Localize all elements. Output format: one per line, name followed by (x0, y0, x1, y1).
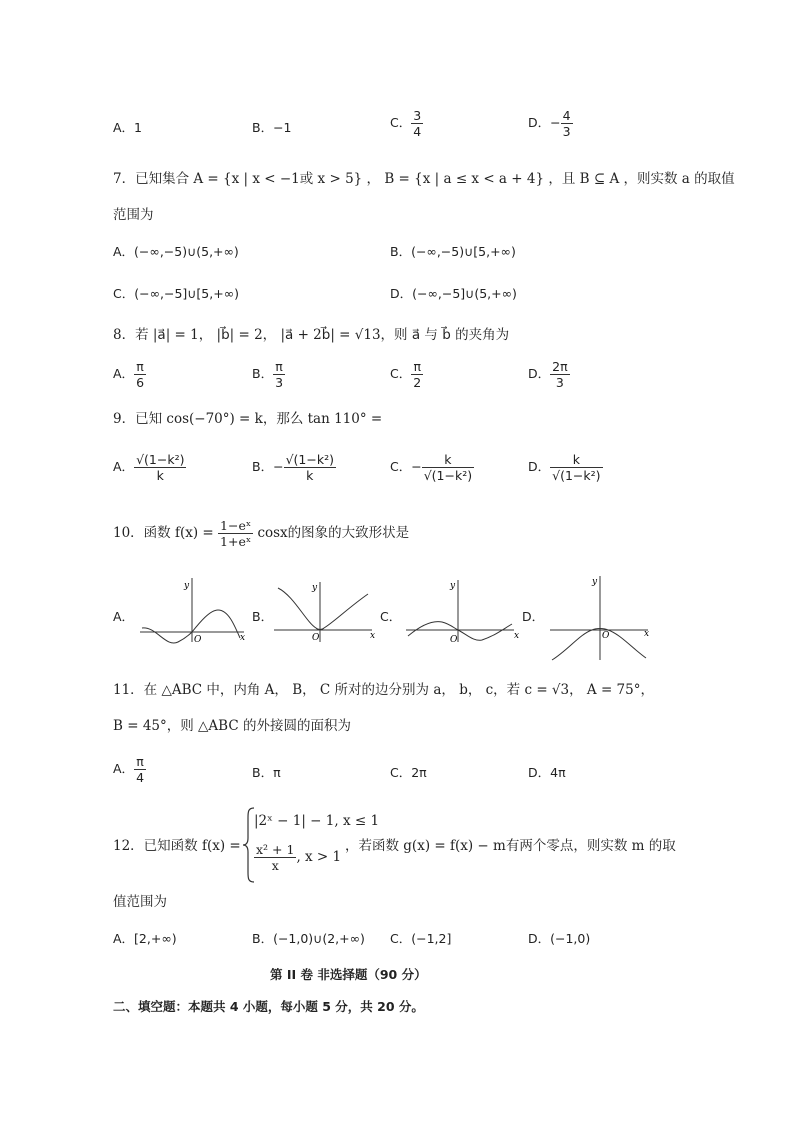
q8-option-c (390, 359, 423, 390)
q12-case-2 (254, 842, 341, 873)
q10-option-b-label: B． (252, 609, 274, 624)
q9-option-b-label: B． (252, 459, 274, 474)
q9-option-c-fraction: $\frac{k}{\text{√(1−k²)}}$ (423, 452, 473, 483)
q12-option-a: A．[2,+∞) (113, 931, 177, 946)
q10-graph-a-origin: O (194, 635, 202, 644)
q10-graph-a-curve (142, 610, 240, 643)
q10-graph-c (402, 576, 526, 644)
q10-graph-c-origin: O (450, 635, 458, 644)
q9-option-c-label: C． (390, 459, 412, 474)
q11-option-c: C．2π (390, 765, 427, 780)
q7-option-b: B．(−∞,−5)∪[5,+∞) (390, 244, 516, 259)
q10-graph-b-x-label: x (370, 631, 376, 641)
q10-graph-d (548, 572, 658, 664)
q6-option-a: A．1 (113, 120, 143, 135)
q11-option-b: B．π (252, 765, 281, 780)
q7-option-d: D．(−∞,−5]∪(5,+∞) (390, 286, 517, 301)
q10-function-fraction: $\frac{\text{1−eˣ}}{\text{1+eˣ}}$ (220, 518, 252, 549)
q10-graph-d-origin: O (602, 631, 610, 641)
section-title: 第 II 卷 非选择题（90 分） (270, 967, 427, 982)
q9-stem: 9．已知 cos(−70°) = k，那么 tan 110° = (113, 411, 383, 427)
q10-graph-a (138, 574, 250, 644)
q6-option-b (252, 119, 292, 137)
q12-stem-suffix: ，若函数 g(x) = f(x) − m有两个零点，则实数 m 的取 (345, 838, 676, 854)
q10-graph-c-curve (408, 622, 512, 641)
q12-stem-line2: 值范围为 (113, 894, 167, 910)
q9-option-d-label: D． (528, 459, 551, 474)
q8-option-d (528, 359, 570, 390)
q12-case-2-fraction: $\frac{\text{x² + 1}}{x}$ (256, 842, 295, 873)
q8-option-b-label: B． (252, 366, 274, 381)
q11-option-a-fraction: $\frac{\pi}{4}$ (136, 754, 145, 785)
q6-option-d-sign: − (550, 115, 561, 130)
q10-stem-suffix: cosx的图象的大致形状是 (257, 525, 410, 541)
q9-option-c-sign: − (411, 459, 422, 474)
q8-stem: 8．若 |a⃗| = 1， |b⃗| = 2， |a⃗ + 2b⃗| = √13，则 a⃗ 与 b⃗ 的夹角为 (113, 327, 510, 343)
q8-option-a (113, 359, 146, 390)
q10-stem (113, 518, 409, 549)
q6-option-c (390, 108, 423, 139)
q12-case-2-condition: , x > 1 (296, 849, 342, 865)
q7-stem-line1: 7．已知集合 A = {x | x < −1或 x > 5} ， B = {x | a ≤ x < a + 4} ，且 B ⊆ A ，则实数 a 的取值 (113, 171, 735, 187)
q10-graph-d-y-label: y (592, 577, 598, 587)
q11-option-a-label: A． (113, 761, 135, 776)
q10-option-d-label: D． (522, 609, 545, 624)
q9-option-a-fraction: $\frac{\text{√(1−k²)}}{k}$ (136, 452, 185, 483)
q11-option-d: D．4π (528, 765, 566, 780)
q10-graph-b-curve (278, 588, 368, 630)
q10-stem-prefix: 10．函数 f(x) = (113, 525, 214, 541)
q6-option-b-value: −1 (273, 120, 292, 135)
q8-option-a-fraction: $\frac{\pi}{6}$ (136, 359, 145, 390)
q8-option-d-label: D． (528, 366, 551, 381)
q12-option-b: B．(−1,0)∪(2,+∞) (252, 931, 365, 946)
q8-option-c-label: C． (390, 366, 412, 381)
q8-option-a-label: A． (113, 366, 135, 381)
q11-stem-line1: 11．在 △ABC 中，内角 A， B， C 所对的边分别为 a， b， c，若 c = √3， A = 75°， (113, 682, 654, 698)
q8-option-b (252, 359, 285, 390)
q9-option-c (390, 452, 474, 483)
q10-graph-d-x-label: x (644, 629, 650, 639)
q11-stem-line2: B = 45°，则 △ABC 的外接圆的面积为 (113, 718, 351, 734)
q9-option-d-fraction: $\frac{k}{\text{√(1−k²)}}$ (552, 452, 601, 483)
q7-option-c: C．(−∞,−5]∪[5,+∞) (113, 286, 239, 301)
q9-option-b-sign: − (273, 459, 284, 474)
q9-option-b (252, 452, 336, 483)
q10-graph-c-x-label: x (514, 631, 520, 641)
q10-graph-a-y-label: y (184, 581, 190, 591)
q9-option-d (528, 452, 603, 483)
q6-option-c-fraction: $\frac{3}{4}$ (413, 108, 422, 139)
q10-graph-b (272, 578, 380, 644)
q7-stem-line2: 范围为 (113, 207, 154, 223)
q6-option-d-label: D． (528, 115, 551, 130)
section-part2-heading: 二、填空题：本题共 4 小题，每小题 5 分，共 20 分。 (113, 999, 424, 1014)
q12-case-1: |2ˣ − 1| − 1, x ≤ 1 (254, 813, 380, 829)
q10-graph-b-origin: O (312, 633, 320, 643)
q7-option-a: A．(−∞,−5)∪(5,+∞) (113, 244, 239, 259)
q11-option-a (113, 754, 146, 785)
q10-graph-c-y-label: y (450, 581, 456, 591)
q10-graph-d-curve (552, 629, 646, 661)
q10-graph-b-y-label: y (312, 583, 318, 593)
q10-graph-a-x-label: x (240, 633, 246, 643)
q10-option-c-label: C． (380, 609, 402, 624)
q10-option-a-label: A． (113, 609, 135, 624)
q9-option-a (113, 452, 186, 483)
q12-option-c: C．(−1,2] (390, 931, 452, 946)
q6-option-d (528, 108, 573, 139)
q6-option-c-label: C． (390, 115, 412, 130)
q6-option-d-fraction: $\frac{4}{3}$ (562, 108, 571, 139)
q9-option-b-fraction: $\frac{\text{√(1−k²)}}{k}$ (285, 452, 334, 483)
q12-option-d: D．(−1,0) (528, 931, 591, 946)
q8-option-d-fraction: $\frac{2\pi}{3}$ (552, 359, 568, 390)
q9-option-a-label: A． (113, 459, 135, 474)
q12-stem-prefix: 12．已知函数 f(x) = (113, 838, 241, 854)
q8-option-b-fraction: $\frac{\pi}{3}$ (275, 359, 284, 390)
q6-option-b-label: B． (252, 120, 274, 135)
q8-option-c-fraction: $\frac{\pi}{2}$ (413, 359, 422, 390)
